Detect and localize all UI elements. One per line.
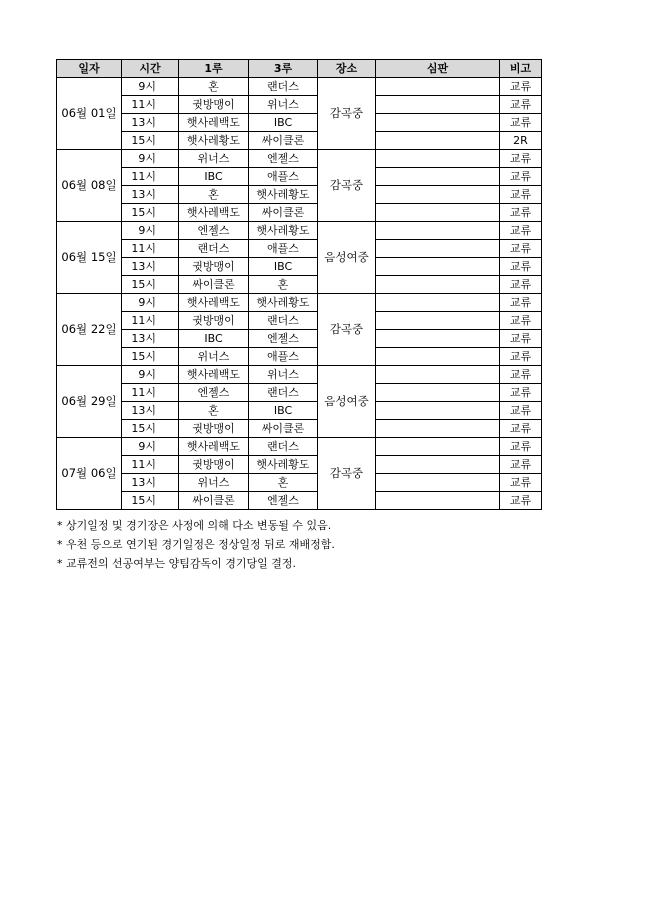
table-row — [57, 420, 542, 438]
time-cell: 13시 — [122, 474, 179, 492]
first-base-team-cell: 위너스 — [179, 150, 249, 168]
note-cell: 교류 — [500, 222, 542, 240]
referee-cell — [376, 204, 500, 222]
third-base-team-cell: 랜더스 — [249, 438, 318, 456]
table-row — [57, 168, 542, 186]
header-first-base: 1루 — [179, 60, 249, 78]
note-cell: 교류 — [500, 150, 542, 168]
table-row — [57, 384, 542, 402]
note-cell: 교류 — [500, 186, 542, 204]
table-row — [57, 312, 542, 330]
table-row — [57, 258, 542, 276]
third-base-team-cell: 엔젤스 — [249, 330, 318, 348]
table-row — [57, 492, 542, 510]
note-cell: 교류 — [500, 402, 542, 420]
location-cell: 음성여중 — [318, 366, 376, 438]
first-base-team-cell: IBC — [179, 330, 249, 348]
time-cell: 13시 — [122, 258, 179, 276]
note-cell: 교류 — [500, 474, 542, 492]
note-line: * 상기일정 및 경기장은 사정에 의해 다소 변동될 수 있음. — [57, 519, 332, 532]
time-cell: 15시 — [122, 492, 179, 510]
time-cell: 9시 — [122, 222, 179, 240]
referee-cell — [376, 258, 500, 276]
table-row — [57, 240, 542, 258]
header-location: 장소 — [318, 60, 376, 78]
referee-cell — [376, 492, 500, 510]
time-cell: 9시 — [122, 78, 179, 96]
third-base-team-cell: 햇사레황도 — [249, 186, 318, 204]
referee-cell — [376, 438, 500, 456]
first-base-team-cell: 혼 — [179, 78, 249, 96]
first-base-team-cell: 싸이클론 — [179, 492, 249, 510]
location-cell: 감곡중 — [318, 438, 376, 510]
third-base-team-cell: 혼 — [249, 276, 318, 294]
note-cell: 교류 — [500, 240, 542, 258]
time-cell: 9시 — [122, 150, 179, 168]
date-cell: 06월 08일 — [57, 150, 122, 222]
third-base-team-cell: 위너스 — [249, 96, 318, 114]
first-base-team-cell: 귓방맹이 — [179, 258, 249, 276]
note-cell: 2R — [500, 132, 542, 150]
referee-cell — [376, 168, 500, 186]
note-cell: 교류 — [500, 276, 542, 294]
date-cell: 06월 01일 — [57, 78, 122, 150]
note-cell: 교류 — [500, 114, 542, 132]
first-base-team-cell: 귓방맹이 — [179, 420, 249, 438]
table-row — [57, 96, 542, 114]
note-cell: 교류 — [500, 96, 542, 114]
table-row — [57, 402, 542, 420]
referee-cell — [376, 186, 500, 204]
referee-cell — [376, 240, 500, 258]
third-base-team-cell: 랜더스 — [249, 312, 318, 330]
note-cell: 교류 — [500, 294, 542, 312]
table-row — [57, 186, 542, 204]
first-base-team-cell: 햇사레황도 — [179, 132, 249, 150]
header-referee: 심판 — [376, 60, 500, 78]
referee-cell — [376, 96, 500, 114]
first-base-team-cell: 위너스 — [179, 348, 249, 366]
first-base-team-cell: 햇사레백도 — [179, 204, 249, 222]
time-cell: 11시 — [122, 96, 179, 114]
table-row — [57, 114, 542, 132]
referee-cell — [376, 312, 500, 330]
table-row — [57, 456, 542, 474]
note-cell: 교류 — [500, 420, 542, 438]
third-base-team-cell: 엔젤스 — [249, 492, 318, 510]
header-note: 비고 — [500, 60, 542, 78]
note-cell: 교류 — [500, 330, 542, 348]
note-cell: 교류 — [500, 258, 542, 276]
table-row — [57, 294, 542, 312]
date-cell: 06월 15일 — [57, 222, 122, 294]
third-base-team-cell: IBC — [249, 114, 318, 132]
third-base-team-cell: 위너스 — [249, 366, 318, 384]
date-cell: 07월 06일 — [57, 438, 122, 510]
note-cell: 교류 — [500, 312, 542, 330]
table-row — [57, 438, 542, 456]
note-cell: 교류 — [500, 78, 542, 96]
time-cell: 11시 — [122, 456, 179, 474]
first-base-team-cell: 햇사레백도 — [179, 438, 249, 456]
note-cell: 교류 — [500, 366, 542, 384]
time-cell: 11시 — [122, 240, 179, 258]
referee-cell — [376, 294, 500, 312]
header-row — [57, 60, 542, 78]
first-base-team-cell: 햇사레백도 — [179, 366, 249, 384]
first-base-team-cell: 귓방맹이 — [179, 312, 249, 330]
third-base-team-cell: 햇사레황도 — [249, 456, 318, 474]
third-base-team-cell: 햇사레황도 — [249, 294, 318, 312]
third-base-team-cell: 싸이클론 — [249, 420, 318, 438]
note-cell: 교류 — [500, 492, 542, 510]
note-cell: 교류 — [500, 348, 542, 366]
schedule-body — [57, 78, 542, 510]
third-base-team-cell: 싸이클론 — [249, 132, 318, 150]
table-row — [57, 204, 542, 222]
time-cell: 15시 — [122, 276, 179, 294]
third-base-team-cell: 혼 — [249, 474, 318, 492]
time-cell: 11시 — [122, 168, 179, 186]
table-row — [57, 330, 542, 348]
table-row — [57, 132, 542, 150]
third-base-team-cell: 싸이클론 — [249, 204, 318, 222]
note-cell: 교류 — [500, 204, 542, 222]
third-base-team-cell: 애플스 — [249, 348, 318, 366]
table-row — [57, 78, 542, 96]
location-cell: 감곡중 — [318, 150, 376, 222]
third-base-team-cell: IBC — [249, 402, 318, 420]
referee-cell — [376, 222, 500, 240]
table-row — [57, 276, 542, 294]
date-cell: 06월 22일 — [57, 294, 122, 366]
time-cell: 11시 — [122, 384, 179, 402]
third-base-team-cell: 랜더스 — [249, 78, 318, 96]
header-time: 시간 — [122, 60, 179, 78]
location-cell: 감곡중 — [318, 78, 376, 150]
time-cell: 15시 — [122, 132, 179, 150]
first-base-team-cell: 햇사레백도 — [179, 114, 249, 132]
third-base-team-cell: 랜더스 — [249, 384, 318, 402]
table-row — [57, 150, 542, 168]
first-base-team-cell: 랜더스 — [179, 240, 249, 258]
table-row — [57, 222, 542, 240]
time-cell: 15시 — [122, 204, 179, 222]
time-cell: 13시 — [122, 330, 179, 348]
first-base-team-cell: 위너스 — [179, 474, 249, 492]
referee-cell — [376, 474, 500, 492]
first-base-team-cell: 엔젤스 — [179, 384, 249, 402]
note-cell: 교류 — [500, 168, 542, 186]
table-row — [57, 474, 542, 492]
first-base-team-cell: 싸이클론 — [179, 276, 249, 294]
first-base-team-cell: IBC — [179, 168, 249, 186]
referee-cell — [376, 276, 500, 294]
referee-cell — [376, 402, 500, 420]
notes — [57, 516, 335, 573]
third-base-team-cell: IBC — [249, 258, 318, 276]
time-cell: 11시 — [122, 312, 179, 330]
schedule-table — [56, 59, 542, 510]
note-cell: 교류 — [500, 384, 542, 402]
note-cell: 교류 — [500, 456, 542, 474]
first-base-team-cell: 엔젤스 — [179, 222, 249, 240]
table-row — [57, 348, 542, 366]
referee-cell — [376, 150, 500, 168]
third-base-team-cell: 엔젤스 — [249, 150, 318, 168]
third-base-team-cell: 애플스 — [249, 240, 318, 258]
referee-cell — [376, 456, 500, 474]
date-cell: 06월 29일 — [57, 366, 122, 438]
referee-cell — [376, 78, 500, 96]
first-base-team-cell: 혼 — [179, 186, 249, 204]
header-date: 일자 — [57, 60, 122, 78]
referee-cell — [376, 114, 500, 132]
time-cell: 13시 — [122, 402, 179, 420]
referee-cell — [376, 384, 500, 402]
time-cell: 13시 — [122, 186, 179, 204]
time-cell: 9시 — [122, 438, 179, 456]
first-base-team-cell: 햇사레백도 — [179, 294, 249, 312]
table-row — [57, 366, 542, 384]
referee-cell — [376, 420, 500, 438]
note-cell: 교류 — [500, 438, 542, 456]
referee-cell — [376, 366, 500, 384]
location-cell: 감곡중 — [318, 294, 376, 366]
time-cell: 9시 — [122, 294, 179, 312]
first-base-team-cell: 귓방맹이 — [179, 456, 249, 474]
first-base-team-cell: 혼 — [179, 402, 249, 420]
first-base-team-cell: 귓방맹이 — [179, 96, 249, 114]
referee-cell — [376, 348, 500, 366]
location-cell: 음성여중 — [318, 222, 376, 294]
third-base-team-cell: 애플스 — [249, 168, 318, 186]
time-cell: 13시 — [122, 114, 179, 132]
referee-cell — [376, 132, 500, 150]
time-cell: 15시 — [122, 420, 179, 438]
referee-cell — [376, 330, 500, 348]
time-cell: 9시 — [122, 366, 179, 384]
time-cell: 15시 — [122, 348, 179, 366]
third-base-team-cell: 햇사레황도 — [249, 222, 318, 240]
note-line: * 교류전의 선공여부는 양팀감독이 경기당일 결정. — [57, 557, 296, 570]
header-third-base: 3루 — [249, 60, 318, 78]
note-line: * 우천 등으로 연기된 경기일정은 정상일정 뒤로 재배정함. — [57, 538, 335, 551]
